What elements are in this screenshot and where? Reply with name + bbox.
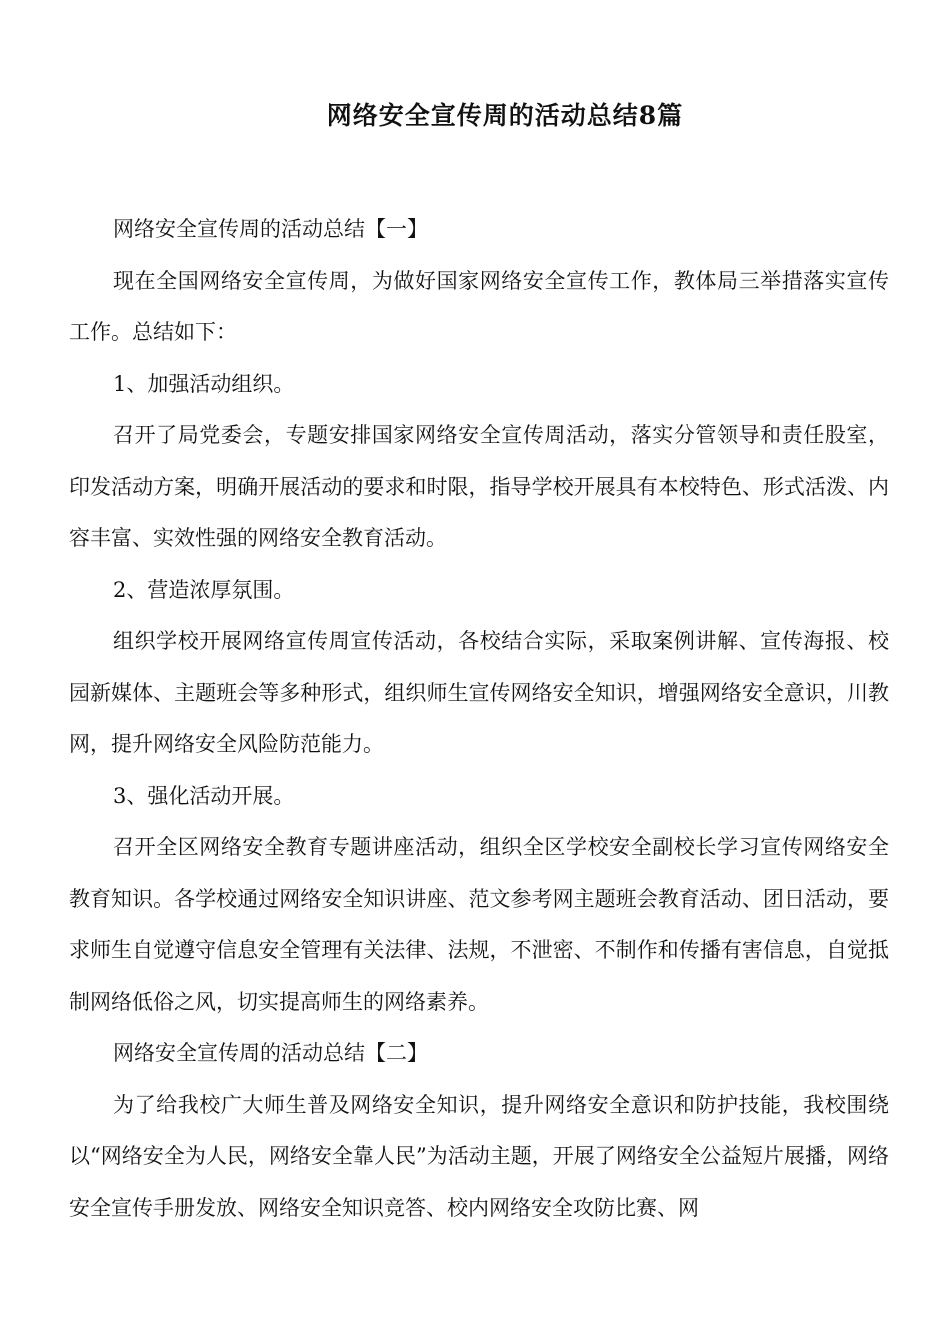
document-title: 网络安全宣传周的活动总结8篇	[326, 101, 684, 130]
body-paragraph: 组织学校开展网络宣传周宣传活动，各校结合实际，采取案例讲解、宣传海报、校园新媒体、主题班会等多种形式，组织师生宣传网络安全知识，增强网络安全意识，川教网，提升网络安全风险防范能力。	[69, 629, 889, 756]
section-heading-1: 网络安全宣传周的活动总结【一】	[113, 217, 428, 241]
body-paragraph: 召开全区网络安全教育专题讲座活动，组织全区学校安全副校长学习宣传网络安全教育知识。各学校通过网络安全知识讲座、范文参考网主题班会教育活动、团日活动，要求师生自觉遵守信息安全管理有关法律、法规，不泄密、不制作和传播有害信息，自觉抵制网络低俗之风，切实提高师生的网络素养。	[69, 835, 889, 1014]
body-paragraph: 现在全国网络安全宣传周，为做好国家网络安全宣传工作，教体局三举措落实宣传工作。总结如下：	[69, 268, 889, 344]
section-heading-2: 网络安全宣传周的活动总结【二】	[113, 1041, 428, 1065]
document-body	[69, 204, 889, 1234]
body-paragraph: 召开了局党委会，专题安排国家网络安全宣传周活动，落实分管领导和责任股室，印发活动方案，明确开展活动的要求和时限，指导学校开展具有本校特色、形式活泼、内容丰富、实效性强的网络安全教育活动。	[69, 423, 889, 550]
list-heading-1: 1、加强活动组织。	[113, 371, 295, 396]
list-heading-3: 3、强化活动开展。	[113, 783, 295, 808]
list-heading-2: 2、营造浓厚氛围。	[113, 577, 295, 602]
body-paragraph: 为了给我校广大师生普及网络安全知识，提升网络安全意识和防护技能，我校围绕以“网络安全为人民，网络安全靠人民”为活动主题，开展了网络安全公益短片展播，网络安全宣传手册发放、网络安全知识竞答、校内网络安全攻防比赛、网	[69, 1092, 889, 1220]
